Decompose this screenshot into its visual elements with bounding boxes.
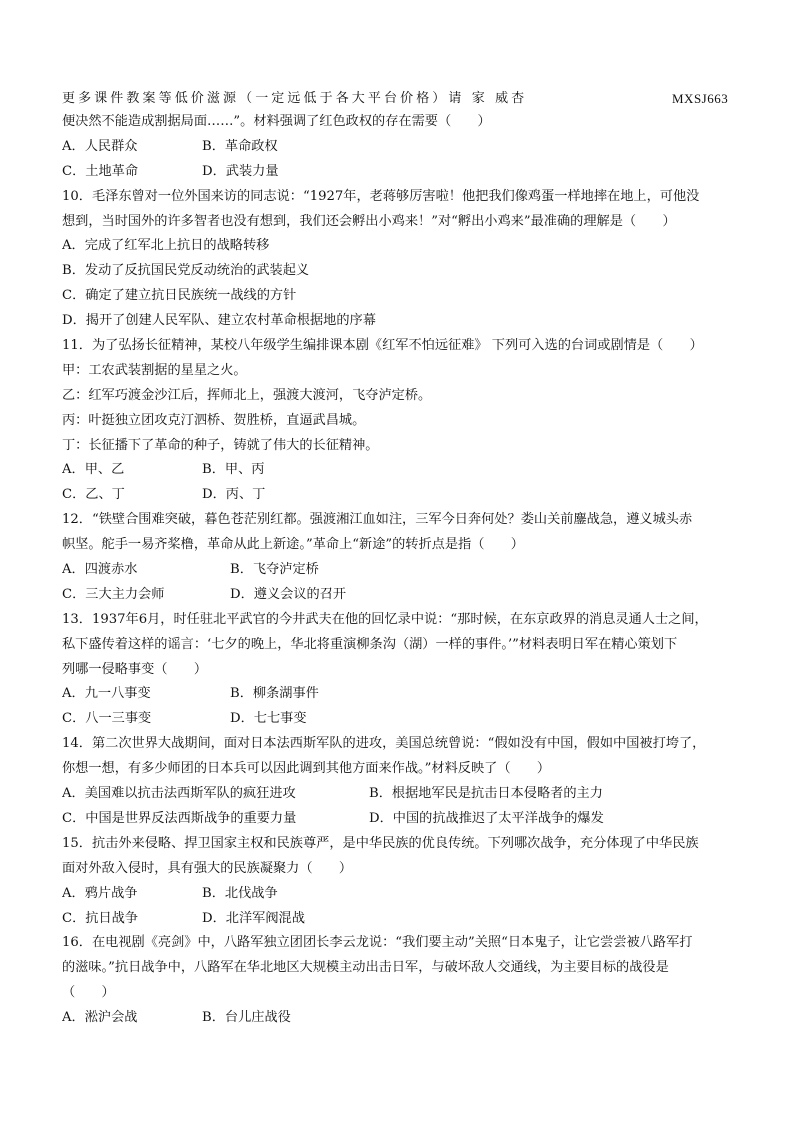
q9-option-b: B．革命政权 bbox=[202, 138, 278, 154]
q11-option-b: B．甲、丙 bbox=[202, 462, 265, 478]
q14-options-row-1 bbox=[62, 782, 742, 807]
q13-option-b: B．柳条湖事件 bbox=[230, 686, 319, 702]
q12-option-c: C．三大主力会师 bbox=[62, 586, 165, 602]
q12-option-d: D．遵义会议的召开 bbox=[230, 586, 347, 602]
q13-stem-line-2: 私下盛传着这样的谣言：‘七夕的晚上，华北将重演柳条沟（湖）一样的事件。’”材料表明日军在精心策划下 bbox=[62, 636, 678, 652]
q12-options-row-2 bbox=[62, 583, 742, 608]
q12-stem-line-1: 12．“铁壁合围难突破，暮色苍茫别红都。强渡湘江血如注，三军今日奔何处？娄山关前鏖战急，遵义城头赤 bbox=[62, 512, 693, 528]
header-code: MXSJ663 bbox=[672, 91, 729, 106]
q9-option-a: A．人民群众 bbox=[62, 138, 138, 154]
q15-stem-line-1: 15．抗击外来侵略、捍卫国家主权和民族尊严，是中华民族的优良传统。下列哪次战争，充分体现了中华民族 bbox=[62, 835, 699, 851]
q11-options-row-1 bbox=[62, 458, 742, 483]
q11-item-bing: 丙：叶挺独立团攻克汀泗桥、贺胜桥，直逼武昌城。 bbox=[62, 412, 366, 428]
q16-stem-line-2: 的滋味。”抗日战争中，八路军在华北地区大规模主动出击日军，与破坏敌人交通线，为主要目标的战役是 bbox=[62, 960, 669, 976]
q15-options-row-2 bbox=[62, 907, 742, 932]
q11-option-d: D．丙、丁 bbox=[202, 487, 266, 503]
q13-option-c: C．八一三事变 bbox=[62, 711, 152, 727]
q12-options-row-1 bbox=[62, 558, 742, 583]
q15-options-row-1 bbox=[62, 882, 742, 907]
q12-option-a: A．四渡赤水 bbox=[62, 562, 138, 578]
q11-option-c: C．乙、丁 bbox=[62, 487, 125, 503]
q15-option-b: B．北伐战争 bbox=[202, 885, 278, 901]
q14-stem-line-2: 你想一想，有多少师团的日本兵可以因此调到其他方面来作战。”材料反映了（ ） bbox=[62, 761, 551, 777]
q13-stem-line-3: 列哪一侵略事变（ ） bbox=[62, 661, 208, 677]
q14-option-d: D．中国的抗战推迟了太平洋战争的爆发 bbox=[369, 810, 604, 826]
q14-option-c: C．中国是世界反法西斯战争的重要力量 bbox=[62, 810, 297, 826]
q15-stem-line-2: 面对外敌入侵时，具有强大的民族凝聚力（ ） bbox=[62, 860, 353, 876]
q11-options-row-2 bbox=[62, 483, 742, 508]
q9-options-row-1 bbox=[62, 135, 742, 160]
q16-answer-blank: （ ） bbox=[62, 985, 115, 1001]
q13-option-a: A．九一八事变 bbox=[62, 686, 151, 702]
q10-option-d: D．揭开了创建人民军队、建立农村革命根据地的序幕 bbox=[62, 313, 376, 329]
q15-option-c: C．抗日战争 bbox=[62, 910, 139, 926]
q14-options-row-2 bbox=[62, 807, 742, 832]
q10-stem-line-1: 10．毛泽东曾对一位外国来访的同志说：“1927年，老蒋够厉害啦！他把我们像鸡蛋一样地摔在地上，可他没 bbox=[62, 188, 700, 204]
q10-option-c: C．确定了建立抗日民族统一战线的方针 bbox=[62, 288, 297, 304]
q14-option-a: A．美国难以抗击法西斯军队的疯狂进攻 bbox=[62, 786, 296, 802]
q14-option-b: B．根据地军民是抗击日本侵略者的主力 bbox=[369, 786, 603, 802]
q12-option-b: B．飞夺泸定桥 bbox=[230, 562, 319, 578]
q11-stem: 11．为了弘扬长征精神，某校八年级学生编排课本剧《红军不怕远征难》 下列可入选的台词或剧情是（ ） bbox=[62, 338, 703, 354]
q10-option-a: A．完成了红军北上抗日的战略转移 bbox=[62, 238, 270, 254]
q14-stem-line-1: 14．第二次世界大战期间，面对日本法西斯军队的进攻，美国总统曾说：“假如没有中国，假如中国被打垮了， bbox=[62, 736, 706, 752]
q13-option-d: D．七七事变 bbox=[230, 711, 307, 727]
q16-option-b: B．台儿庄战役 bbox=[202, 1010, 291, 1026]
exam-page bbox=[62, 88, 742, 1031]
page-header bbox=[62, 88, 742, 110]
q10-stem-line-2: 想到，当时国外的许多智者也没有想到，我们还会孵出小鸡来！”对“孵出小鸡来”最准确的理解是（ ） bbox=[62, 213, 676, 229]
q9-options-row-2 bbox=[62, 160, 742, 185]
q13-options-row-1 bbox=[62, 682, 742, 707]
q11-item-yi: 乙：红军巧渡金沙江后，挥师北上，强渡大渡河，飞夺泸定桥。 bbox=[62, 387, 432, 403]
q15-option-d: D．北洋军阀混战 bbox=[202, 910, 305, 926]
q11-item-jia: 甲：工农武装割据的星星之火。 bbox=[62, 362, 247, 378]
q13-options-row-2 bbox=[62, 707, 742, 732]
q16-options-row-1 bbox=[62, 1006, 742, 1031]
q10-option-b: B．发动了反抗国民党反动统治的武装起义 bbox=[62, 263, 310, 279]
q11-option-a: A．甲、乙 bbox=[62, 462, 125, 478]
q13-stem-line-1: 13．1937年6月，时任驻北平武官的今井武夫在他的回忆录中说：“那时候，在东京政界的消息灵通人士之间， bbox=[62, 611, 708, 627]
q16-option-a: A．淞沪会战 bbox=[62, 1010, 138, 1026]
q15-option-a: A．鸦片战争 bbox=[62, 885, 138, 901]
q9-option-d: D．武装力量 bbox=[202, 163, 279, 179]
q16-stem-line-1: 16．在电视剧《亮剑》中，八路军独立团团长李云龙说：“我们要主动”关照“日本鬼子，让它尝尝被八路军打 bbox=[62, 935, 693, 951]
q12-stem-line-2: 帜坚。舵手一易齐桨橹，革命从此上新途。”革命上“新途”的转折点是指（ ） bbox=[62, 537, 524, 553]
q9-option-c: C．土地革命 bbox=[62, 163, 139, 179]
header-ad-text: 更多课件教案等低价滋源（一定远低于各大平台价格）请 家 威杏 bbox=[62, 91, 528, 106]
q11-item-ding: 丁：长征播下了革命的种子，铸就了伟大的长征精神。 bbox=[62, 437, 379, 453]
q9-stem-end: 便决然不能造成割据局面……”。材料强调了红色政权的存在需要（ ） bbox=[62, 114, 491, 129]
